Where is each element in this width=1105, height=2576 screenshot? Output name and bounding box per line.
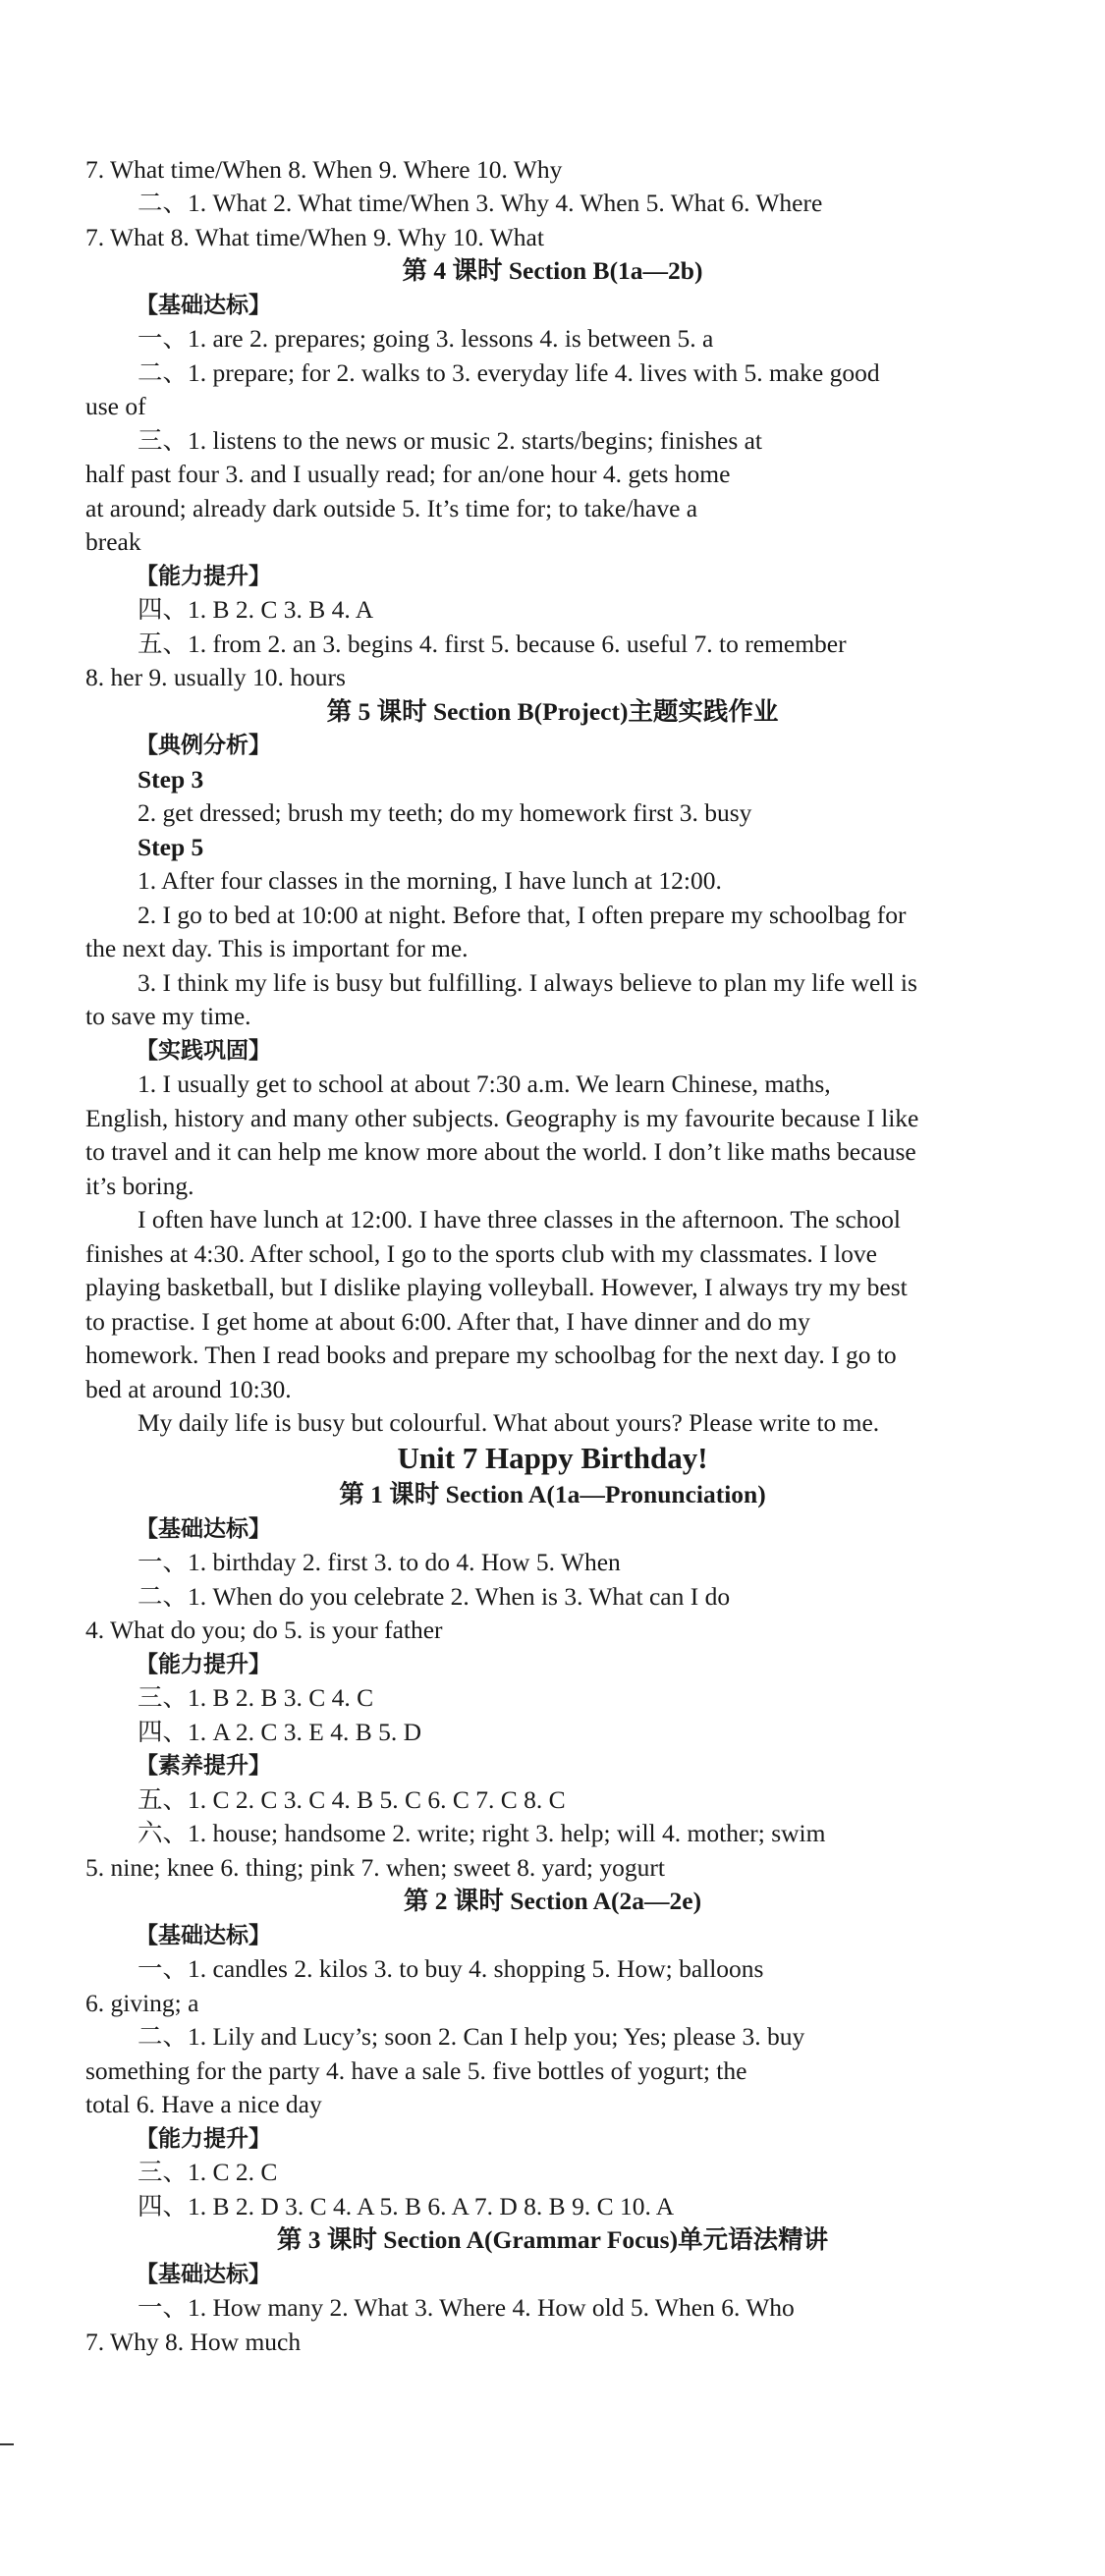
- text-line: 一、1. are 2. prepares; going 3. lessons 4. is between 5. a: [138, 324, 714, 353]
- text-line: to travel and it can help me know more about the world. I don’t like maths because: [85, 1137, 916, 1166]
- text-line: 一、1. How many 2. What 3. Where 4. How old 5. When 6. Who: [138, 2293, 795, 2322]
- text-line: 三、1. listens to the news or music 2. starts/begins; finishes at: [138, 426, 763, 455]
- section-heading: 【基础达标】: [136, 1516, 271, 1542]
- text-line: playing basketball, but I dislike playing volleyball. However, I always try my best: [85, 1273, 908, 1301]
- section-heading: 【能力提升】: [136, 2126, 271, 2152]
- step-label: Step 5: [138, 833, 204, 861]
- text-line: 3. I think my life is busy but fulfilling. I always believe to plan my life well is: [138, 968, 917, 997]
- text-line: the next day. This is important for me.: [85, 934, 469, 962]
- text-line: 二、1. What 2. What time/When 3. Why 4. When 5. What 6. Where: [138, 189, 823, 217]
- section-heading: 【素养提升】: [136, 1753, 271, 1779]
- text-line: 8. her 9. usually 10. hours: [85, 663, 346, 691]
- lesson-title: 第 2 课时 Section A(2a—2e): [403, 1887, 702, 1915]
- text-line: 二、1. When do you celebrate 2. When is 3. What can I do: [138, 1582, 731, 1611]
- lesson-title: 第 4 课时 Section B(1a—2b): [402, 256, 703, 285]
- text-line: it’s boring.: [85, 1172, 194, 1200]
- text-line: 2. I go to bed at 10:00 at night. Before that, I often prepare my schoolbag for: [138, 901, 907, 929]
- text-line: homework. Then I read books and prepare my schoolbag for the next day. I go to: [85, 1341, 897, 1369]
- text-line: 二、1. prepare; for 2. walks to 3. everyday life 4. lives with 5. make good: [138, 358, 880, 387]
- text-line: 1. I usually get to school at about 7:30 a.m. We learn Chinese, maths,: [138, 1069, 831, 1098]
- text-line: finishes at 4:30. After school, I go to the sports club with my classmates. I love: [85, 1239, 877, 1268]
- text-line: 四、1. B 2. D 3. C 4. A 5. B 6. A 7. D 8. B 9. C 10. A: [138, 2192, 675, 2220]
- section-heading: 【基础达标】: [136, 293, 271, 318]
- text-line: 四、1. A 2. C 3. E 4. B 5. D: [138, 1718, 422, 1746]
- text-line: I often have lunch at 12:00. I have three classes in the afternoon. The school: [138, 1205, 902, 1233]
- text-line: use of: [85, 392, 146, 420]
- text-line: 1. After four classes in the morning, I have lunch at 12:00.: [138, 866, 722, 895]
- text-line: 7. Why 8. How much: [85, 2328, 302, 2356]
- text-line: 五、1. C 2. C 3. C 4. B 5. C 6. C 7. C 8. C: [138, 1785, 566, 1814]
- text-line: 二、1. Lily and Lucy’s; soon 2. Can I help you; Yes; please 3. buy: [138, 2022, 805, 2051]
- text-line: English, history and many other subjects. Geography is my favourite because I like: [85, 1104, 919, 1132]
- step-label: Step 3: [138, 765, 204, 794]
- lesson-title: 第 3 课时 Section A(Grammar Focus)单元语法精讲: [276, 2225, 829, 2254]
- section-heading: 【基础达标】: [136, 2262, 271, 2287]
- text-line: 4. What do you; do 5. is your father: [85, 1616, 443, 1644]
- text-line: 7. What 8. What time/When 9. Why 10. What: [85, 223, 544, 251]
- text-line: break: [85, 527, 141, 556]
- text-line: 5. nine; knee 6. thing; pink 7. when; sweet 8. yard; yogurt: [85, 1853, 665, 1882]
- text-line: total 6. Have a nice day: [85, 2090, 322, 2118]
- text-line: half past four 3. and I usually read; for an/one hour 4. gets home: [85, 460, 731, 488]
- section-heading: 【实践巩固】: [136, 1038, 271, 1064]
- text-line: 2. get dressed; brush my teeth; do my homework first 3. busy: [138, 798, 752, 827]
- section-heading: 【能力提升】: [136, 564, 271, 589]
- text-line: 6. giving; a: [85, 1989, 199, 2017]
- text-line: 五、1. from 2. an 3. begins 4. first 5. because 6. useful 7. to remember: [138, 630, 847, 658]
- text-line: 一、1. birthday 2. first 3. to do 4. How 5. When: [138, 1548, 621, 1576]
- text-line: 六、1. house; handsome 2. write; right 3. help; will 4. mother; swim: [138, 1819, 826, 1847]
- unit-title: Unit 7 Happy Birthday!: [397, 1441, 708, 1475]
- lesson-title: 第 5 课时 Section B(Project)主题实践作业: [326, 697, 779, 726]
- text-line: at around; already dark outside 5. It’s time for; to take/have a: [85, 494, 698, 522]
- lesson-title: 第 1 课时 Section A(1a—Pronunciation): [339, 1480, 766, 1508]
- margin-mark: [0, 2443, 14, 2445]
- section-heading: 【能力提升】: [136, 1652, 271, 1677]
- text-line: something for the party 4. have a sale 5. five bottles of yogurt; the: [85, 2056, 747, 2085]
- text-line: 四、1. B 2. C 3. B 4. A: [138, 595, 374, 624]
- text-line: 一、1. candles 2. kilos 3. to buy 4. shopping 5. How; balloons: [138, 1954, 764, 1983]
- text-line: 7. What time/When 8. When 9. Where 10. Why: [85, 155, 563, 184]
- section-heading: 【典例分析】: [136, 733, 271, 758]
- text-line: My daily life is busy but colourful. What about yours? Please write to me.: [138, 1408, 880, 1437]
- text-line: bed at around 10:30.: [85, 1375, 292, 1403]
- text-line: 三、1. C 2. C: [138, 2158, 278, 2186]
- text-line: to practise. I get home at about 6:00. After that, I have dinner and do my: [85, 1307, 810, 1336]
- text-line: to save my time.: [85, 1002, 251, 1030]
- section-heading: 【基础达标】: [136, 1923, 271, 1948]
- text-line: 三、1. B 2. B 3. C 4. C: [138, 1683, 374, 1712]
